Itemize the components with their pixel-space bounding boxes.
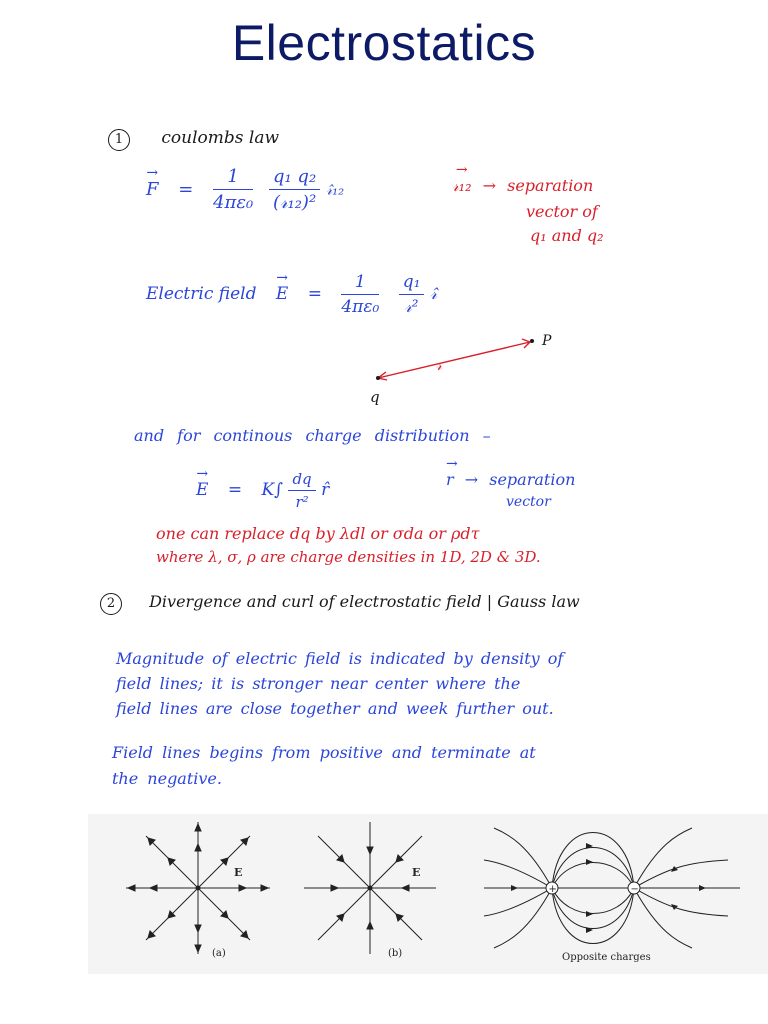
replace-line: where λ, σ, ρ are charge densities in 1D, 2D & 3D. [156,548,541,566]
section1-heading [108,128,279,151]
equals-sign: = [178,178,194,200]
figure-a-caption: (a) [212,948,226,959]
force-vector: → F [146,179,159,200]
section2-title: Divergence and curl of electrostatic field | Gauss law [149,592,580,611]
figure-c-caption: Opposite charges [562,952,651,963]
integral-prefix: K∫ [261,480,284,500]
charge-numerator: q₁ [399,272,425,295]
figure-c-dipole [478,814,746,974]
figure-a-positive-charge [116,814,286,974]
section1-title: coulombs law [161,128,280,148]
coef-denominator: 4πε₀ [213,192,254,213]
charge-denominator: (𝓇₁₂)² [272,192,317,213]
vector-label: 𝓇 [436,358,442,374]
paragraph-line: Field lines begins from positive and terminate at [112,743,536,762]
section2-heading [100,592,580,615]
separation-vector: → 𝓇₁₂ [452,176,472,196]
charge-point-diagram [360,328,560,408]
field-equation [146,272,437,317]
paragraph-line: Magnitude of electric field is indicated by density of [116,649,564,668]
equals-sign: = [227,480,243,500]
separation-vector: → r [446,470,454,489]
coef-numerator: 1 [341,272,379,295]
continuous-equation [196,470,329,511]
field-label: Electric field [146,284,257,304]
charge-dot [376,376,380,380]
separation-note [452,176,593,196]
coulomb-equation [146,166,344,213]
coef-denominator: 4πε₀ [341,297,380,317]
field-vector: → E [196,480,208,500]
unit-vector: r̂ [321,480,330,500]
point-dot [530,339,534,343]
field-lines-paragraph [116,646,563,721]
field-vector: → E [276,284,288,304]
paragraph-line: the negative. [112,769,222,788]
figure-b-field-label: E [412,866,421,879]
field-lines-origin-paragraph [112,740,536,792]
point-label: P [542,333,552,349]
figure-b-caption: (b) [388,948,403,959]
note-line: separation [489,470,576,489]
section1-number: 1 [108,129,130,151]
section2-number: 2 [100,593,122,615]
replace-line: one can replace dq by λdl or σda or ρdτ [156,524,480,543]
coef-numerator: 1 [213,166,253,190]
integrand-numerator: dq [288,470,315,491]
unit-vector: 𝓇̂ [429,284,437,304]
plus-charge-icon: + [548,884,557,895]
figure-a-field-label: E [234,866,243,879]
minus-charge-icon: − [630,884,639,895]
note-line: vector of [526,202,598,221]
charge-denominator: 𝓇² [404,297,419,317]
unit-vector: 𝓇̂₁₂ [325,180,345,199]
arrow-icon: → [482,176,497,195]
separation-line [378,342,530,378]
charge-numerator: q₁ q₂ [269,166,320,190]
page-title: Electrostatics [231,15,537,71]
equals-sign: = [307,284,322,304]
figure-b-negative-charge [298,814,448,974]
note-line: vector [506,494,551,510]
note-line: separation [507,176,594,195]
arrow-icon: → [464,470,479,489]
continuous-note [446,470,575,489]
paragraph-line: field lines; it is stronger near center where the [116,674,521,693]
continuous-label: and for continous charge distribution – [134,426,491,445]
charge-label: q [370,388,380,406]
integrand-denominator: r² [295,493,309,511]
note-line: q₁ and q₂ [530,226,604,245]
paragraph-line: field lines are close together and week further out. [116,699,554,718]
